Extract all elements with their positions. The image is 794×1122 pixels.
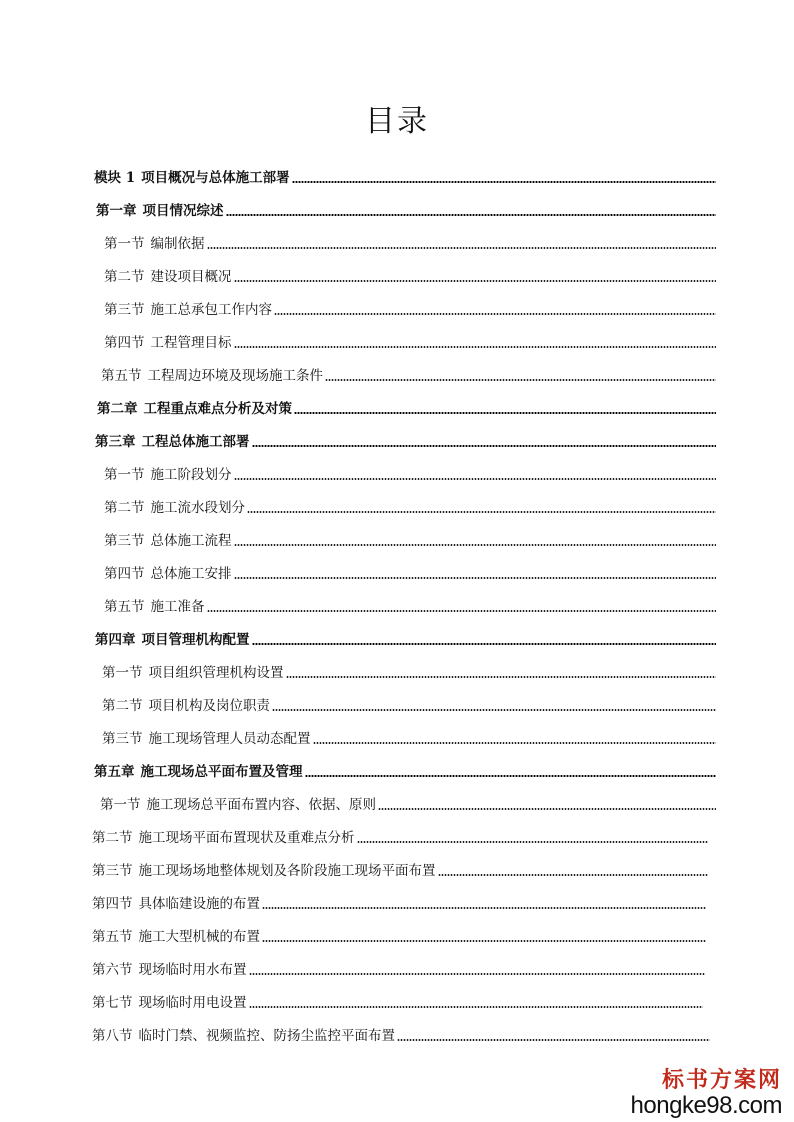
- toc-dot-leader: [313, 742, 717, 744]
- toc-chapter-entry: [94, 759, 716, 781]
- toc-entry-title: 临时门禁、视频监控、防扬尘监控平面布置: [138, 1028, 395, 1044]
- toc-section-entry: [92, 990, 703, 1012]
- toc-entry-title: 具体临建设施的布置: [138, 896, 260, 912]
- watermark-brand: 标书方案网: [661, 1067, 782, 1093]
- toc-entry-number: 第二节: [92, 830, 133, 846]
- toc-dot-leader: [249, 1006, 704, 1008]
- toc-section-entry: [92, 825, 708, 847]
- toc-section-entry: [92, 858, 708, 880]
- toc-entry-number: 第一节: [100, 797, 141, 813]
- toc-dot-leader: [234, 346, 717, 348]
- toc-entry-number: 第二节: [104, 500, 145, 516]
- toc-entry-title: 项目机构及岗位职责: [148, 698, 270, 714]
- toc-entry-title: 施工大型机械的布置: [138, 929, 260, 945]
- toc-section-entry: [104, 297, 716, 319]
- toc-entry-number: 第四章: [95, 632, 136, 648]
- toc-entry-number: 第二节: [102, 698, 143, 714]
- toc-dot-leader: [286, 676, 717, 678]
- toc-entry-title: 施工现场总平面布置内容、依据、原则: [146, 797, 376, 813]
- toc-entry-title: 编制依据: [150, 236, 205, 252]
- toc-dot-leader: [274, 313, 716, 315]
- toc-section-entry: [104, 594, 716, 616]
- toc-entry-title: 施工流水段划分: [150, 500, 245, 516]
- toc-dot-leader: [234, 544, 717, 546]
- toc-entry-title: 工程重点难点分析及对策: [143, 401, 292, 417]
- toc-entry-number: 第五章: [94, 764, 135, 780]
- toc-dot-leader: [234, 577, 717, 579]
- toc-section-entry: [102, 660, 716, 682]
- toc-section-entry: [104, 462, 716, 484]
- toc-chapter-entry: [94, 165, 716, 187]
- toc-chapter-entry: [96, 198, 716, 220]
- toc-section-entry: [102, 693, 716, 715]
- toc-entry-title: 施工总承包工作内容: [150, 302, 272, 318]
- toc-entry-title: 工程管理目标: [150, 335, 232, 351]
- toc-entry-title: 总体施工流程: [150, 533, 232, 549]
- toc-entry-number: 第一节: [104, 467, 145, 483]
- toc-section-entry: [92, 1023, 710, 1045]
- toc-entry-title: 项目概况与总体施工部署: [141, 170, 290, 186]
- toc-entry-number: 第一节: [102, 665, 143, 681]
- toc-entry-number: 第四节: [104, 566, 145, 582]
- toc-section-entry: [104, 330, 716, 352]
- toc-entry-number: 第二章: [97, 401, 138, 417]
- toc-entry-number: 第五节: [92, 929, 133, 945]
- toc-entry-title: 施工现场平面布置现状及重难点分析: [138, 830, 355, 846]
- toc-section-entry: [104, 495, 716, 517]
- toc-dot-leader: [305, 775, 717, 777]
- toc-chapter-entry: [95, 429, 716, 451]
- toc-dot-leader: [438, 874, 709, 876]
- toc-entry-title: 项目管理机构配置: [141, 632, 250, 648]
- toc-entry-title: 总体施工安排: [150, 566, 232, 582]
- toc-entry-title: 施工现场场地整体规划及各阶段施工现场平面布置: [138, 863, 436, 879]
- toc-section-entry: [92, 957, 705, 979]
- toc-entry-number: 第四节: [92, 896, 133, 912]
- toc-entry-title: 项目组织管理机构设置: [148, 665, 284, 681]
- toc-dot-leader: [249, 973, 706, 975]
- toc-entry-number: 第三节: [104, 533, 145, 549]
- toc-dot-leader: [252, 445, 717, 447]
- toc-entry-title: 项目情况综述: [142, 203, 224, 219]
- toc-dot-leader: [207, 247, 717, 249]
- toc-dot-leader: [397, 1039, 710, 1041]
- toc-entry-title: 工程周边环境及现场施工条件: [147, 368, 323, 384]
- toc-section-entry: [92, 924, 706, 946]
- toc-section-entry: [104, 264, 716, 286]
- toc-entry-number: 第五节: [101, 368, 142, 384]
- toc-dot-leader: [294, 412, 716, 414]
- toc-section-entry: [92, 891, 706, 913]
- toc-dot-leader: [262, 907, 706, 909]
- toc-dot-leader: [292, 181, 716, 183]
- toc-entry-title: 建设项目概况: [150, 269, 232, 285]
- toc-chapter-entry: [97, 396, 716, 418]
- toc-entry-number: 第三节: [102, 731, 143, 747]
- toc-entry-number: 第五节: [104, 599, 145, 615]
- toc-dot-leader: [207, 610, 717, 612]
- toc-dot-leader: [272, 709, 716, 711]
- toc-entry-number: 第六节: [92, 962, 133, 978]
- toc-dot-leader: [234, 280, 717, 282]
- toc-section-entry: [100, 792, 716, 814]
- toc-entry-number: 第二节: [104, 269, 145, 285]
- toc-entry-title: 现场临时用水布置: [138, 962, 247, 978]
- toc-entry-number: 第七节: [92, 995, 133, 1011]
- toc-section-entry: [102, 726, 716, 748]
- toc-entry-title: 施工准备: [150, 599, 205, 615]
- watermark-logo: [631, 1068, 782, 1120]
- toc-dot-leader: [262, 940, 706, 942]
- toc-chapter-entry: [95, 627, 716, 649]
- toc-dot-leader: [325, 379, 716, 381]
- toc-entry-number: 第一章: [96, 203, 137, 219]
- toc-entry-title: 工程总体施工部署: [141, 434, 250, 450]
- toc-dot-leader: [247, 511, 716, 513]
- toc-entry-number: 第八节: [92, 1028, 133, 1044]
- toc-dot-leader: [234, 478, 717, 480]
- toc-entry-number: 第四节: [104, 335, 145, 351]
- toc-section-entry: [104, 231, 716, 253]
- toc-dot-leader: [252, 643, 717, 645]
- toc-dot-leader: [226, 214, 717, 216]
- toc-dot-leader: [357, 841, 709, 843]
- toc-entry-number: 模块 1: [94, 170, 136, 186]
- toc-entry-title: 施工现场总平面布置及管理: [140, 764, 303, 780]
- page-title: 目录: [365, 104, 429, 139]
- toc-entry-title: 施工阶段划分: [150, 467, 232, 483]
- toc-section-entry: [104, 528, 716, 550]
- toc-entry-title: 施工现场管理人员动态配置: [148, 731, 311, 747]
- toc-dot-leader: [378, 808, 716, 810]
- toc-section-entry: [104, 561, 716, 583]
- toc-entry-number: 第一节: [104, 236, 145, 252]
- toc-entry-title: 现场临时用电设置: [138, 995, 247, 1011]
- watermark-url: hongke98.com: [630, 1092, 782, 1119]
- toc-entry-number: 第三章: [95, 434, 136, 450]
- toc-entry-number: 第三节: [92, 863, 133, 879]
- toc-entry-number: 第三节: [104, 302, 145, 318]
- toc-section-entry: [101, 363, 716, 385]
